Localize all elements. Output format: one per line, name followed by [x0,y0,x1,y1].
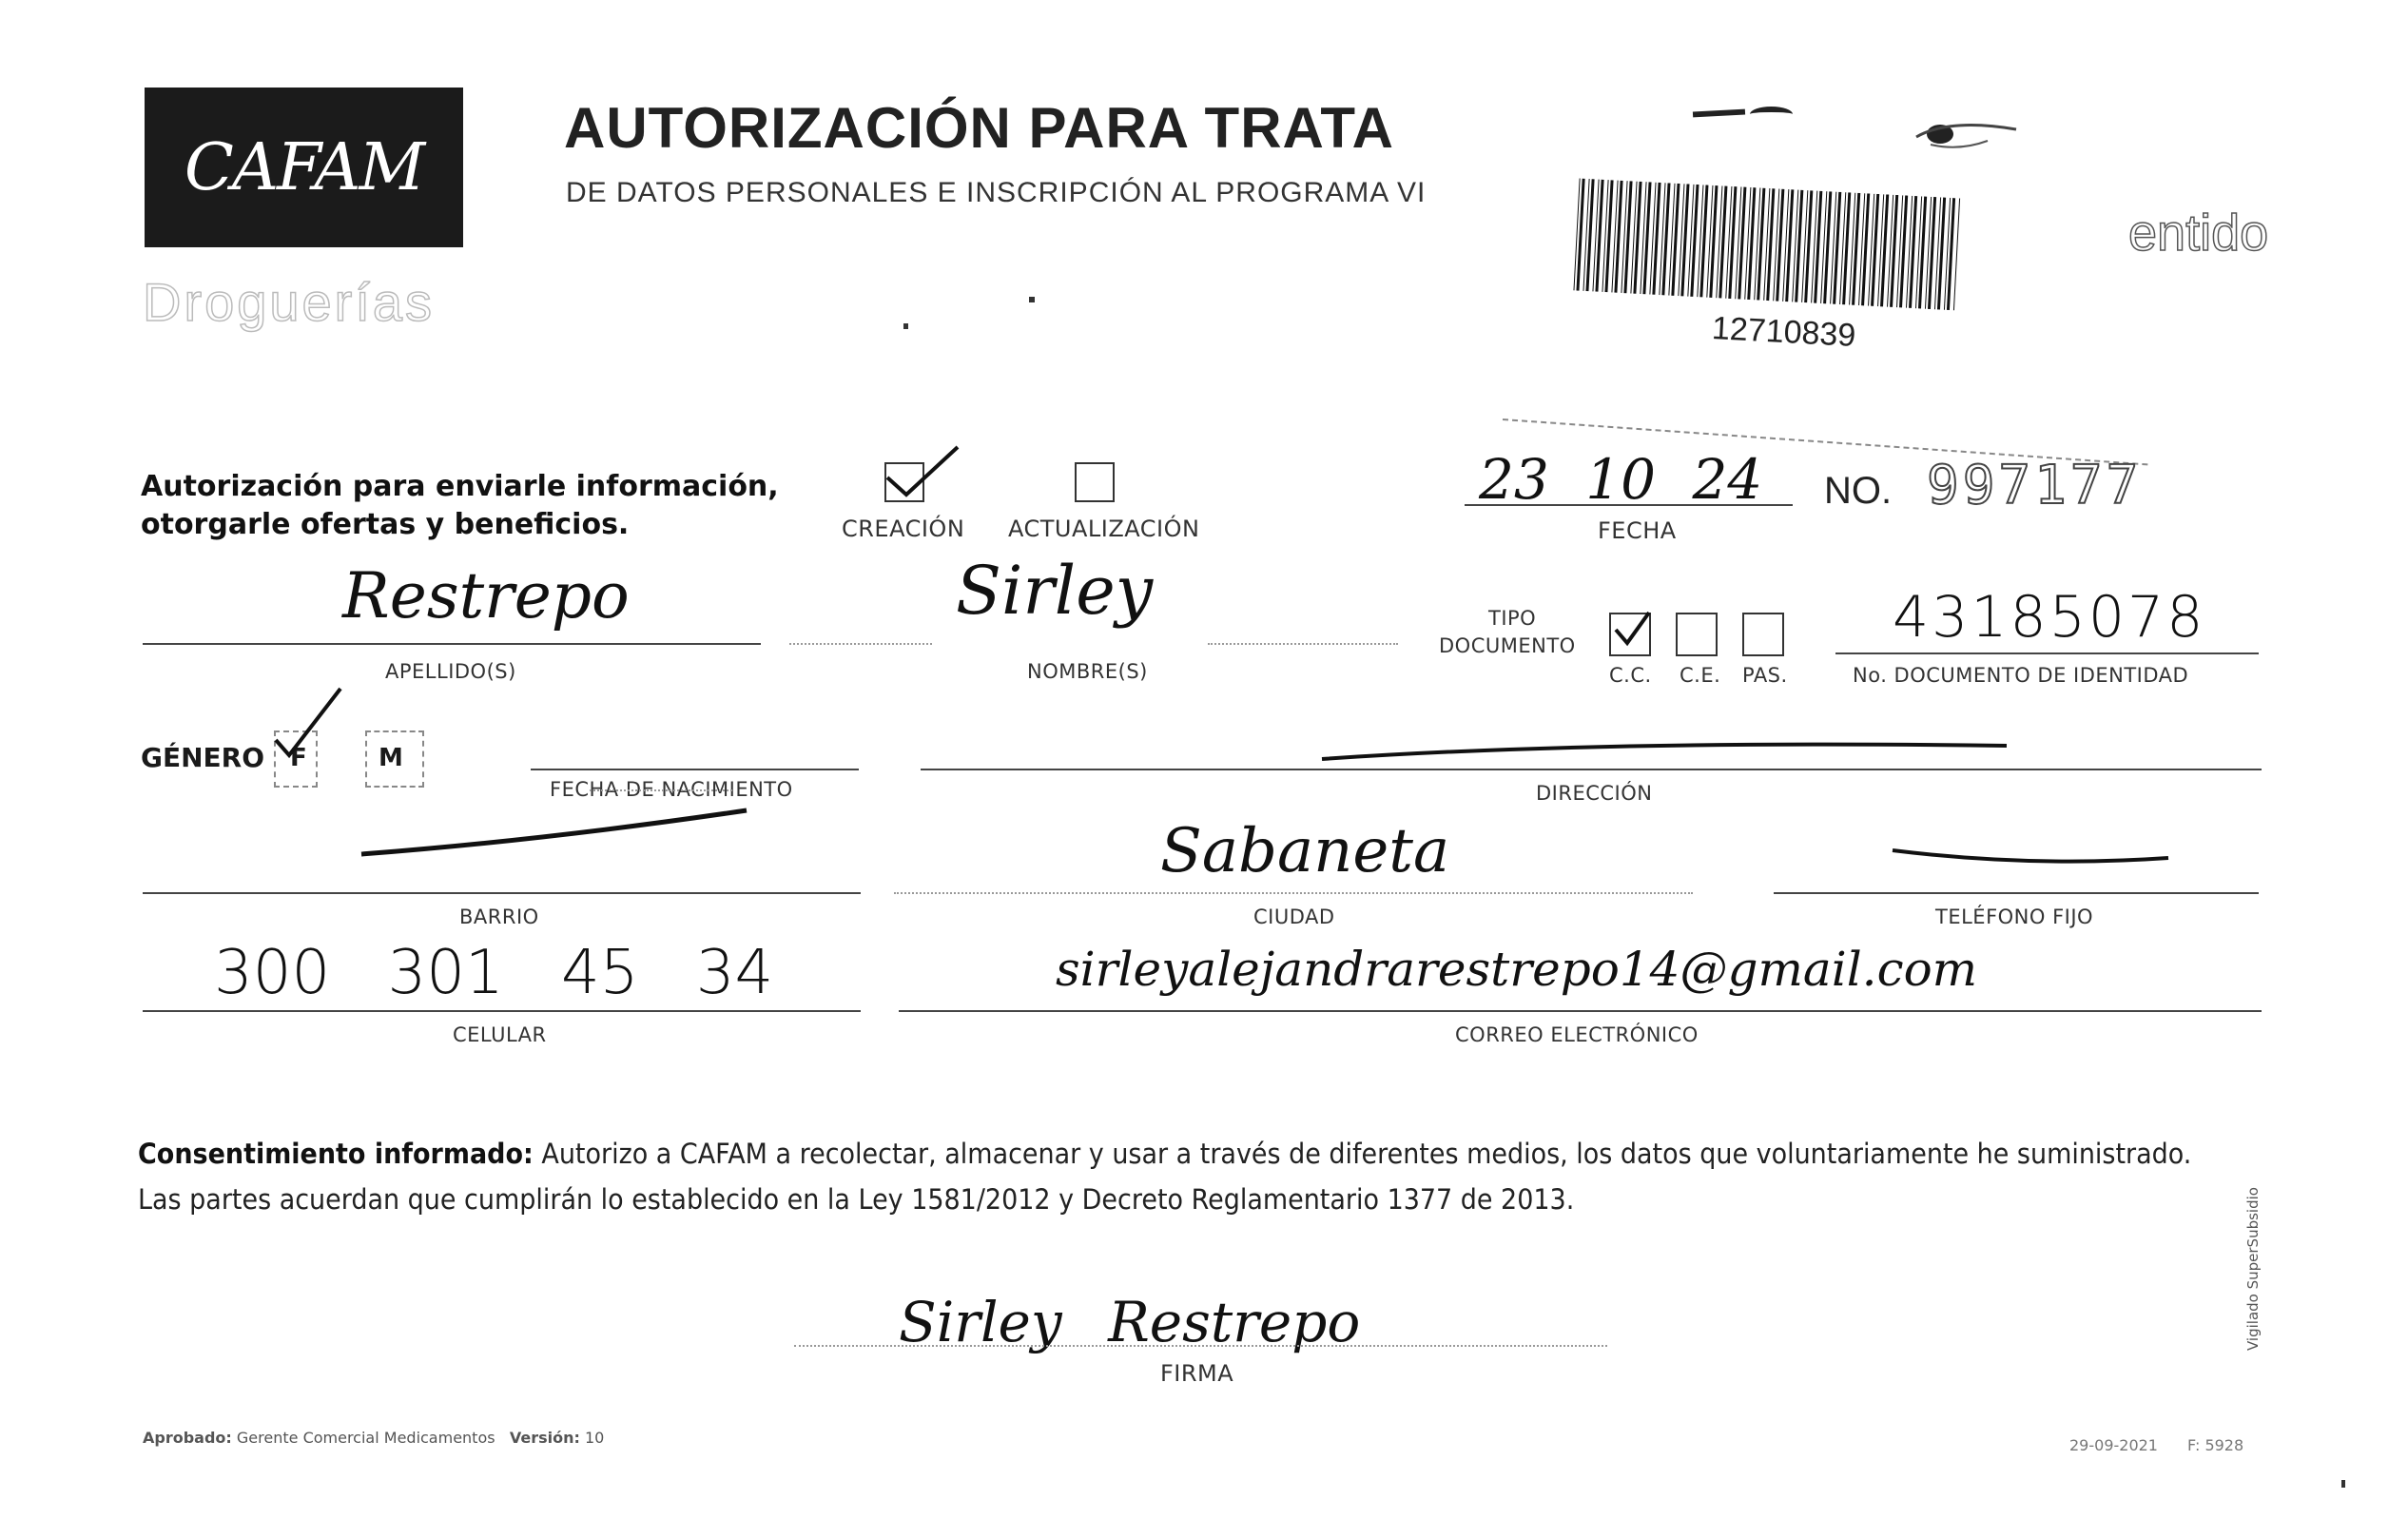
fecha-label: FECHA [1598,517,1677,544]
telefono-fijo-label: TELÉFONO FIJO [1935,906,2094,928]
speck [1029,297,1035,302]
documento-value[interactable]: 43185078 [1893,584,2206,651]
fecha-line [1465,504,1793,506]
barcode-bar [1842,192,1851,304]
correo-label: CORREO ELECTRÓNICO [1455,1023,1699,1046]
barcode-bar [1795,190,1803,302]
barcode-bar [1747,187,1756,300]
ciudad-value[interactable]: Sabaneta [1160,816,1450,886]
barcode-bar [1738,187,1746,300]
barcode-bar [1728,186,1737,299]
barcode-bar [1595,180,1603,292]
vertical-footer-text: Vigilado SuperSubsidio [2244,1187,2262,1351]
telefono-fijo-line [1774,892,2259,894]
authorization-intro-line1: Autorización para enviarle información, [141,470,779,503]
barcode-number: 12710839 [1711,310,1857,354]
barcode-bar [1880,194,1889,306]
footer-aprobado [143,1429,604,1447]
partial-header-text: entido [2128,204,2269,262]
speck [903,323,908,329]
ce-label: C.E. [1680,664,1721,687]
cc-checkmark [1611,609,1653,651]
cafam-logo [145,88,463,247]
barcode [1571,178,1967,321]
ce-checkbox[interactable] [1676,613,1718,656]
barcode-bar [1890,195,1898,307]
cc-label: C.C. [1609,664,1652,687]
barcode-bar [1899,195,1908,307]
ciudad-line [894,892,1693,894]
tipo-documento-label-1: TIPO [1488,607,1537,630]
celular-label: CELULAR [453,1023,547,1046]
barcode-bar [1699,185,1708,297]
barcode-bar [1757,188,1765,301]
crossed-out-stroke [590,789,732,791]
logo-subtext: Droguerías [143,272,436,332]
fecha-value[interactable]: 23 10 24 [1479,447,1763,512]
pas-label: PAS. [1742,664,1788,687]
barcode-bar [1690,185,1699,297]
correo-value[interactable]: sirleyalejandrarestrepo14@gmail.com [1056,942,1978,997]
form-subtitle: DE DATOS PERSONALES E INSCRIPCIÓN AL PROGRAMA VI [566,177,1427,208]
barcode-bar [1937,198,1946,310]
tipo-documento-label-2: DOCUMENTO [1439,634,1576,657]
signature-label: FIRMA [1160,1360,1234,1387]
genero-label: GÉNERO [141,742,265,773]
consent-bold-lead: Consentimiento informado: [138,1138,534,1170]
genero-f-checkmark [268,683,354,769]
barrio-label: BARRIO [459,906,539,928]
footer-code: F: 5928 [2187,1436,2244,1454]
barcode-bar [1671,184,1680,296]
barcode-bar [1661,183,1670,295]
actualizacion-label: ACTUALIZACIÓN [1008,516,1200,542]
apellidos-value[interactable]: Restrepo [342,559,630,633]
barcode-bar [1823,191,1832,303]
barrio-strike [357,807,756,864]
genero-f-label: F [290,744,307,772]
consent-text-line2: Las partes acuerdan que cumplirán lo establecido en la Ley 1581/2012 y Decreto Reglamentario 1377 de 2013. [138,1183,1575,1216]
scan-speck [2341,1480,2345,1488]
genero-m-label: M [379,744,403,772]
barcode-bar [1585,179,1594,291]
correo-line [899,1010,2262,1012]
barcode-bar [1776,189,1784,302]
documento-label: No. DOCUMENTO DE IDENTIDAD [1853,664,2189,687]
barcode-bar [1918,196,1927,308]
barcode-bar [1861,193,1870,305]
version-label: Versión: [509,1429,580,1447]
creacion-checkmark [880,439,965,506]
barcode-bar [1576,179,1584,291]
barcode-bar [1614,181,1622,293]
barcode-bar [1785,189,1794,302]
no-label: NO. [1824,470,1893,512]
barcode-bar [1680,184,1689,296]
barcode-bar [1766,188,1775,301]
barcode-bar [1852,193,1860,305]
fecha-nacimiento-label: FECHA DE NACIMIENTO [550,778,793,801]
barcode-bar [1804,190,1813,302]
aprobado-label: Aprobado: [143,1429,232,1447]
logo-text: CAFAM [184,129,424,205]
signature-value[interactable]: Sirley Restrepo [899,1290,1361,1354]
stray-mark [1750,107,1793,122]
direccion-strike [1312,732,2016,770]
apellidos-label: APELLIDO(S) [385,660,516,683]
pas-checkbox[interactable] [1742,613,1784,656]
barcode-bar [1833,192,1841,304]
nombres-line [1208,643,1398,645]
nombres-line-left [789,643,932,645]
barcode-bar [1909,196,1917,308]
telefono-strike [1888,843,2173,871]
barcode-bar [1871,194,1879,306]
apellidos-line [143,643,761,645]
barcode-bar [1642,182,1651,294]
nombres-label: NOMBRE(S) [1027,660,1148,683]
barcode-bar [1814,191,1822,303]
barcode-bar [1623,181,1632,293]
fecha-nacimiento-line [531,769,859,770]
creacion-label: CREACIÓN [842,516,965,542]
barcode-bar [1633,182,1641,294]
barrio-line [143,892,861,894]
barcode-bar [1928,197,1936,309]
stray-mark [1693,109,1745,118]
actualizacion-checkbox[interactable] [1075,462,1115,502]
form-title: AUTORIZACIÓN PARA TRATA [564,96,1394,160]
footer-date: 29-09-2021 [2069,1436,2158,1454]
celular-line [143,1010,861,1012]
eye-icon [1912,108,1978,146]
version-value: 10 [584,1429,605,1447]
barcode-bar [1719,185,1727,298]
direccion-label: DIRECCIÓN [1536,782,1653,805]
barcode-bar [1604,180,1613,292]
no-value: 997177 [1927,455,2143,516]
barcode-bar [1947,198,1955,310]
authorization-intro-line2: otorgarle ofertas y beneficios. [141,508,630,541]
aprobado-value: Gerente Comercial Medicamentos [236,1429,495,1447]
signature-line [794,1345,1607,1347]
documento-line [1835,652,2259,654]
barcode-bar [1652,183,1660,295]
nombres-value[interactable]: Sirley [956,552,1154,630]
consent-paragraph-line1 [138,1138,2191,1170]
barcode-bar [1709,185,1718,298]
ciudad-label: CIUDAD [1253,906,1335,928]
celular-value[interactable]: 300 301 45 34 [214,938,774,1008]
consent-text-line1: Autorizo a CAFAM a recolectar, almacenar y usar a través de diferentes medios, los datos que voluntariamente he suministrado. [533,1138,2192,1170]
